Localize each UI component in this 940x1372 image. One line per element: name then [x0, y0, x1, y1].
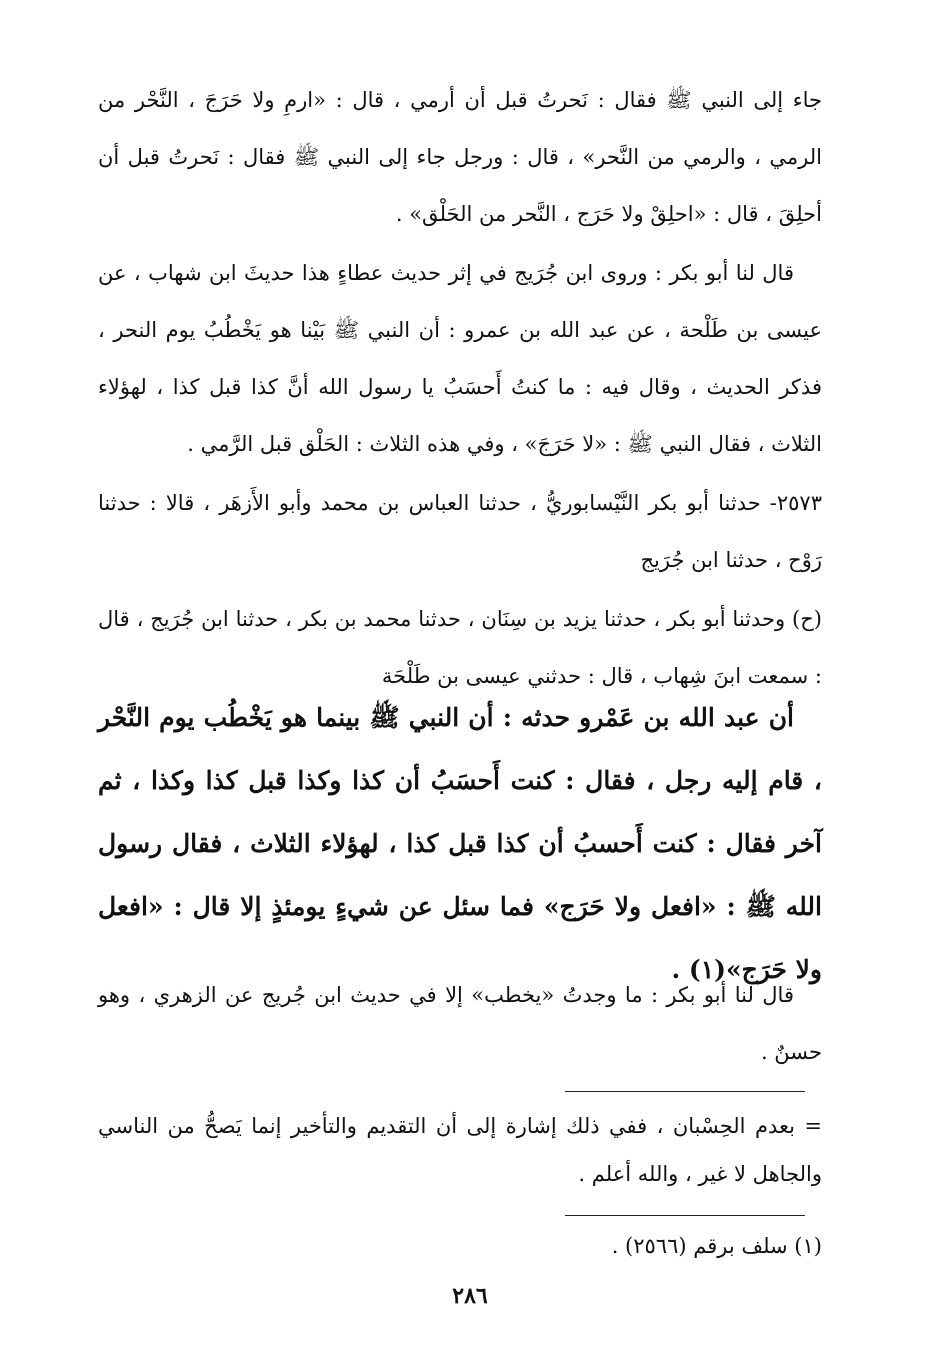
closing-comment-block	[98, 967, 822, 1081]
paragraph-2: قال لنا أبو بكر : وروى ابن جُرَيج في إثر حديث عطاءٍ هذا حديثَ ابن شهاب ، عن عيسى بن طَلْحة ، عن عبد الله بن عمرو : أن النبي ﷺ بَيْنا هو يَخْطُبُ يوم النحر ، فذكر الحديث ، وقال فيه : ما كنتُ أَحسَبُ يا رسول الله أنَّ كذا قبل كذا ، لهؤلاء الثلاث ، فقال النبي ﷺ : «لا حَرَجَ» ، وفي هذه الثلاث : الحَلْق قبل الرَّمي .	[98, 261, 822, 456]
footnote-continuation: = بعدم الحِسْبان ، ففي ذلك إشارة إلى أن التقديم والتأخير إنما يَصحُّ من الناسي والجاهل لا غير ، والله أعلم .	[98, 1114, 822, 1186]
footnote-continuation-block	[98, 1102, 822, 1198]
footnote-1-block	[98, 1226, 822, 1266]
hadith-matn: أن عبد الله بن عَمْرو حدثه : أن النبي ﷺ بينما هو يَخْطُب يوم النَّحْر ، قام إليه رجل ، فقال : كنت أَحسَبُ أن كذا وكذا قبل كذا وكذا ، ثم آخر فقال : كنت أَحسبُ أن كذا قبل كذا ، لهؤلاء الثلاث ، فقال رسول الله ﷺ : «افعل ولا حَرَج» فما سئل عن شيءٍ يومئذٍ إلا قال : «افعل ولا حَرَج»(١) .	[98, 703, 822, 984]
page-number: ٢٨٦	[452, 1283, 488, 1309]
hadith-isnad-alternate: (ح) وحدثنا أبو بكر ، حدثنا يزيد بن سِنَان ، حدثنا محمد بن بكر ، حدثنا ابن جُرَيج ، قال : سمعت ابنَ شِهاب ، قال : حدثني عيسى بن طَلْحَة	[98, 607, 822, 688]
footnote-separator-top	[565, 1091, 805, 1092]
hadith-matn-block	[98, 686, 822, 1001]
commentary-block	[98, 72, 822, 705]
footnote-separator-bottom	[565, 1215, 805, 1216]
hadith-isnad-2573: ٢٥٧٣- حدثنا أبو بكر النَّيْسابوريُّ ، حدثنا العباس بن محمد وأبو الأَزهَر ، قالا : حدثنا رَوْح ، حدثنا ابن جُرَيج	[98, 491, 822, 572]
closing-comment: قال لنا أبو بكر : ما وجدتُ «يخطب» إلا في حديث ابن جُريج عن الزهري ، وهو حسنٌ .	[98, 983, 822, 1064]
footnote-1: (١) سلف برقم (٢٥٦٦) .	[611, 1234, 822, 1258]
paragraph-1: جاء إلى النبي ﷺ فقال : نَحرتُ قبل أن أرمي ، قال : «ارمِ ولا حَرَجَ ، النَّحْر من الرمي ، والرمي من النَّحر» ، قال : ورجل جاء إلى النبي ﷺ فقال : نَحرتُ قبل أن أحلِقَ ، قال : «احلِقْ ولا حَرَج ، النَّحر من الحَلْق» .	[98, 88, 822, 226]
